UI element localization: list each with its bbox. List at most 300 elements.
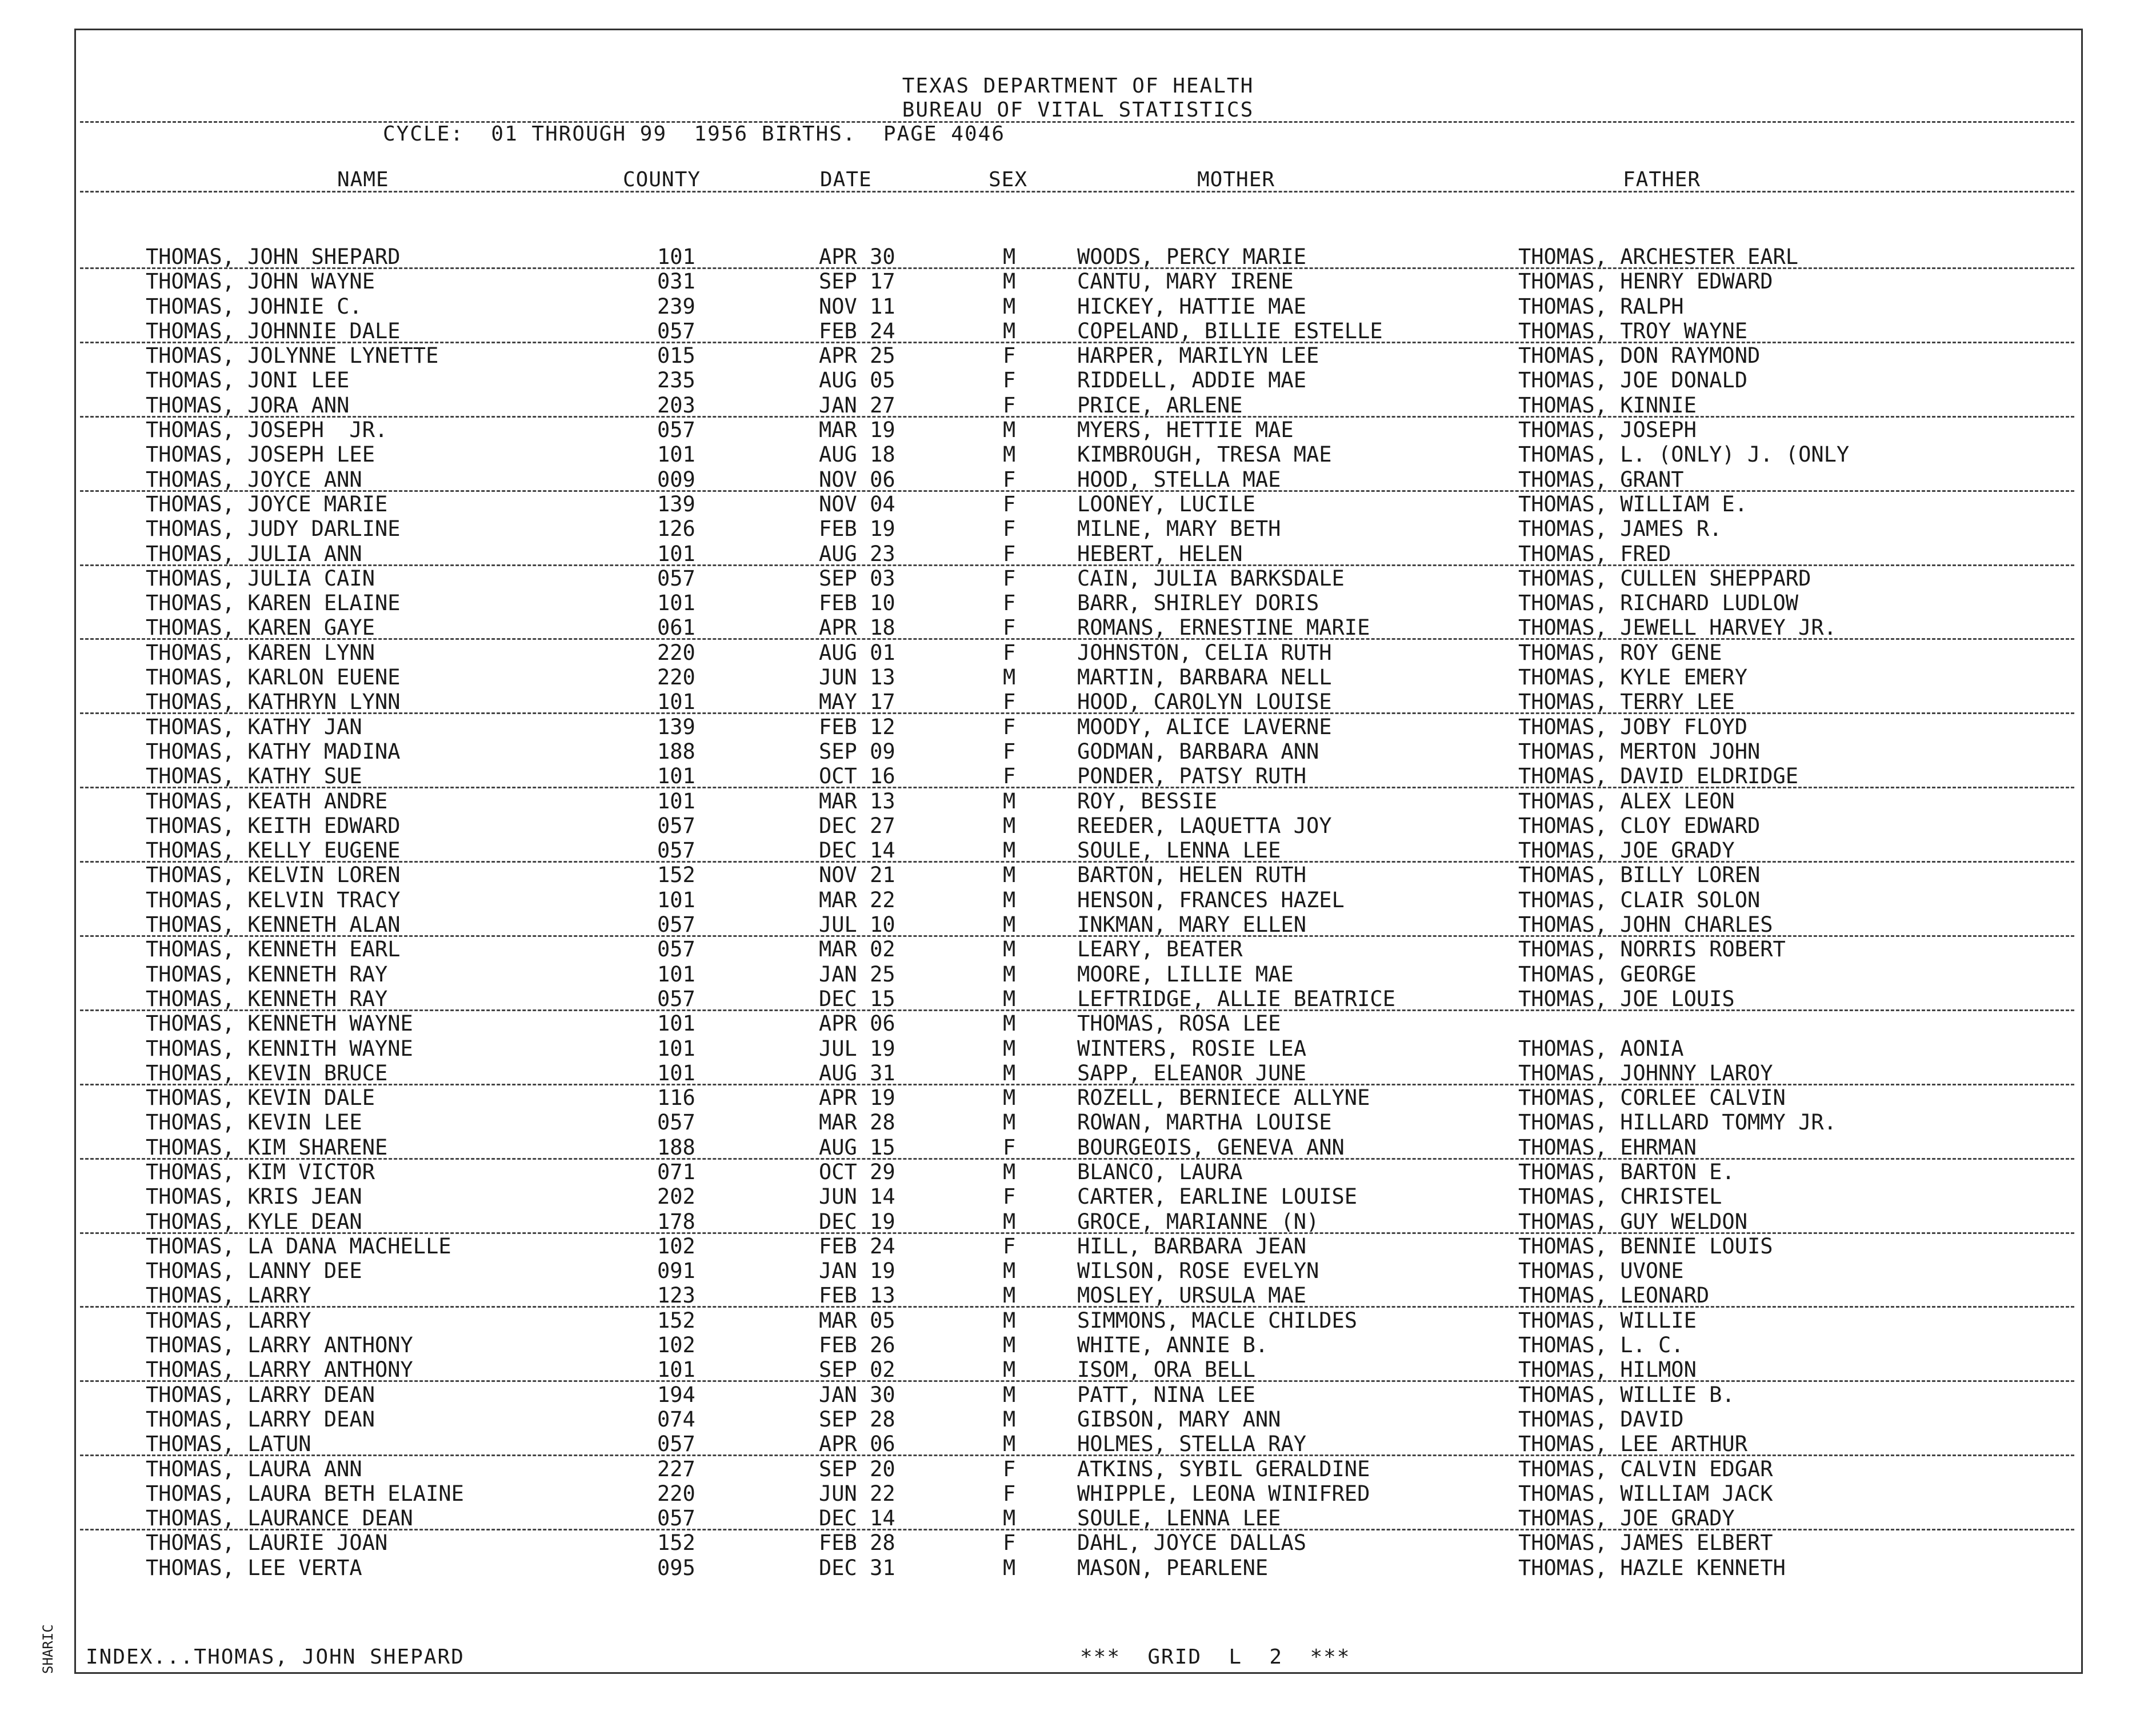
cell-mother: SAPP, ELEANOR JUNE bbox=[1077, 1060, 1306, 1085]
cell-father: THOMAS, JOE GRADY bbox=[1518, 1506, 1735, 1531]
cell-father: THOMAS, JOE GRADY bbox=[1518, 838, 1735, 863]
cell-date: DEC 27 bbox=[819, 813, 895, 838]
cell-date: AUG 23 bbox=[819, 541, 895, 566]
cell-mother: SIMMONS, MACLE CHILDES bbox=[1077, 1308, 1358, 1333]
cell-sex: M bbox=[1003, 1060, 1016, 1085]
cell-sex: F bbox=[1003, 739, 1016, 764]
cell-name: THOMAS, KELVIN TRACY bbox=[146, 887, 401, 912]
table-row bbox=[0, 294, 2156, 319]
cell-county: 194 bbox=[657, 1382, 695, 1407]
cell-sex: M bbox=[1003, 665, 1016, 690]
cell-father: THOMAS, HENRY EDWARD bbox=[1518, 269, 1773, 294]
cell-date: AUG 18 bbox=[819, 442, 895, 467]
cell-mother: MOORE, LILLIE MAE bbox=[1077, 961, 1294, 987]
cell-date: DEC 19 bbox=[819, 1209, 895, 1234]
cell-county: 057 bbox=[657, 1110, 695, 1135]
cell-sex: F bbox=[1003, 1530, 1016, 1556]
cell-name: THOMAS, JOHN WAYNE bbox=[146, 269, 375, 294]
table-row bbox=[0, 1481, 2156, 1506]
cell-county: 015 bbox=[657, 343, 695, 368]
table-row bbox=[0, 1259, 2156, 1283]
cell-mother: ATKINS, SYBIL GERALDINE bbox=[1077, 1456, 1370, 1481]
cell-father: THOMAS, CHRISTEL bbox=[1518, 1184, 1722, 1209]
table-row bbox=[0, 1333, 2156, 1357]
table-row bbox=[0, 937, 2156, 961]
table-row bbox=[0, 814, 2156, 838]
cell-mother: MARTIN, BARBARA NELL bbox=[1077, 665, 1332, 690]
cell-county: 061 bbox=[657, 615, 695, 640]
cell-father: THOMAS, JEWELL HARVEY JR. bbox=[1518, 615, 1837, 640]
cell-name: THOMAS, JORA ANN bbox=[146, 392, 350, 418]
cell-sex: F bbox=[1003, 541, 1016, 566]
cell-county: 101 bbox=[657, 1060, 695, 1085]
cell-mother: HEBERT, HELEN bbox=[1077, 541, 1243, 566]
cell-sex: M bbox=[1003, 1085, 1016, 1111]
cell-county: 101 bbox=[657, 961, 695, 987]
cell-name: THOMAS, LARRY ANTHONY bbox=[146, 1357, 413, 1383]
cell-name: THOMAS, KENNETH WAYNE bbox=[146, 1011, 413, 1036]
cell-date: JAN 27 bbox=[819, 392, 895, 418]
cell-county: 057 bbox=[657, 838, 695, 863]
cell-date: NOV 21 bbox=[819, 863, 895, 888]
cell-father: THOMAS, RALPH bbox=[1518, 294, 1684, 319]
cell-date: SEP 03 bbox=[819, 566, 895, 591]
cycle-line: CYCLE: 01 THROUGH 99 1956 BIRTHS. PAGE 4046 bbox=[383, 122, 1005, 146]
table-row bbox=[0, 1432, 2156, 1456]
cell-sex: F bbox=[1003, 1456, 1016, 1481]
cell-county: 057 bbox=[657, 418, 695, 443]
table-row bbox=[0, 1135, 2156, 1160]
cell-father: THOMAS, HILLARD TOMMY JR. bbox=[1518, 1110, 1837, 1135]
cell-sex: M bbox=[1003, 838, 1016, 863]
cell-date: MAR 19 bbox=[819, 418, 895, 443]
cell-sex: F bbox=[1003, 615, 1016, 640]
cell-father: THOMAS, JOBY FLOYD bbox=[1518, 714, 1747, 739]
cell-mother: MILNE, MARY BETH bbox=[1077, 516, 1281, 542]
table-row bbox=[0, 516, 2156, 541]
cell-father: THOMAS, FRED bbox=[1518, 541, 1671, 566]
cell-father: THOMAS, JAMES R. bbox=[1518, 516, 1722, 542]
cell-date: NOV 11 bbox=[819, 294, 895, 319]
cell-county: 057 bbox=[657, 813, 695, 838]
table-row bbox=[0, 418, 2156, 442]
cell-sex: F bbox=[1003, 1481, 1016, 1506]
cell-sex: M bbox=[1003, 245, 1016, 269]
table-row bbox=[0, 319, 2156, 343]
cell-father: THOMAS, ALEX LEON bbox=[1518, 788, 1735, 814]
cell-county: 057 bbox=[657, 1506, 695, 1531]
cell-sex: M bbox=[1003, 1555, 1016, 1580]
cell-father: THOMAS, LEONARD bbox=[1518, 1283, 1710, 1308]
cell-date: JUL 19 bbox=[819, 1036, 895, 1061]
cell-date: JUN 13 bbox=[819, 665, 895, 690]
cell-sex: F bbox=[1003, 491, 1016, 516]
table-row bbox=[0, 1357, 2156, 1382]
cell-name: THOMAS, KENNETH RAY bbox=[146, 986, 388, 1011]
cell-sex: M bbox=[1003, 1382, 1016, 1407]
cell-sex: M bbox=[1003, 937, 1016, 962]
table-row bbox=[0, 343, 2156, 368]
cell-sex: M bbox=[1003, 1506, 1016, 1531]
table-row bbox=[0, 566, 2156, 591]
cell-father: THOMAS, CLAIR SOLON bbox=[1518, 887, 1761, 912]
cell-name: THOMAS, KELLY EUGENE bbox=[146, 838, 401, 863]
cell-county: 057 bbox=[657, 1432, 695, 1457]
cell-name: THOMAS, KENNETH RAY bbox=[146, 961, 388, 987]
col-header-sex: SEX bbox=[989, 168, 1028, 191]
cell-date: SEP 20 bbox=[819, 1456, 895, 1481]
cell-sex: M bbox=[1003, 1159, 1016, 1184]
cell-mother: WHIPPLE, LEONA WINIFRED bbox=[1077, 1481, 1370, 1506]
cell-county: 101 bbox=[657, 690, 695, 715]
cell-name: THOMAS, KENNITH WAYNE bbox=[146, 1036, 413, 1061]
cell-sex: M bbox=[1003, 1283, 1016, 1308]
col-header-mother: MOTHER bbox=[1197, 168, 1275, 191]
cell-father: THOMAS, WILLIE bbox=[1518, 1308, 1697, 1333]
cell-county: 057 bbox=[657, 937, 695, 962]
cell-mother: WOODS, PERCY MARIE bbox=[1077, 245, 1306, 269]
divider bbox=[80, 121, 2074, 123]
table-row bbox=[0, 789, 2156, 814]
cell-county: 101 bbox=[657, 591, 695, 616]
cell-father: THOMAS, BARTON E. bbox=[1518, 1159, 1735, 1184]
cell-mother: GODMAN, BARBARA ANN bbox=[1077, 739, 1319, 764]
cell-date: SEP 09 bbox=[819, 739, 895, 764]
cell-mother: ROY, BESSIE bbox=[1077, 788, 1218, 814]
cell-name: THOMAS, KEITH EDWARD bbox=[146, 813, 401, 838]
cell-sex: M bbox=[1003, 418, 1016, 443]
cell-name: THOMAS, KIM SHARENE bbox=[146, 1135, 388, 1160]
cell-county: 101 bbox=[657, 788, 695, 814]
cell-sex: F bbox=[1003, 1184, 1016, 1209]
cell-name: THOMAS, LEE VERTA bbox=[146, 1555, 362, 1580]
cell-sex: F bbox=[1003, 516, 1016, 542]
table-row bbox=[0, 690, 2156, 714]
cell-sex: F bbox=[1003, 640, 1016, 665]
cell-date: NOV 06 bbox=[819, 467, 895, 492]
cell-sex: M bbox=[1003, 294, 1016, 319]
cell-county: 102 bbox=[657, 1333, 695, 1358]
cell-mother: MOODY, ALICE LAVERNE bbox=[1077, 714, 1332, 739]
cell-date: OCT 29 bbox=[819, 1159, 895, 1184]
cell-sex: F bbox=[1003, 566, 1016, 591]
table-row bbox=[0, 1457, 2156, 1481]
cell-sex: M bbox=[1003, 269, 1016, 294]
cell-father: THOMAS, EHRMAN bbox=[1518, 1135, 1697, 1160]
cell-father: THOMAS, NORRIS ROBERT bbox=[1518, 937, 1786, 962]
cell-sex: M bbox=[1003, 863, 1016, 888]
cell-sex: M bbox=[1003, 813, 1016, 838]
cell-name: THOMAS, JULIA CAIN bbox=[146, 566, 375, 591]
cell-mother: REEDER, LAQUETTA JOY bbox=[1077, 813, 1332, 838]
cell-sex: M bbox=[1003, 1407, 1016, 1432]
table-row bbox=[0, 739, 2156, 764]
cell-mother: BOURGEOIS, GENEVA ANN bbox=[1077, 1135, 1345, 1160]
cell-mother: KIMBROUGH, TRESA MAE bbox=[1077, 442, 1332, 467]
cell-mother: HICKEY, HATTIE MAE bbox=[1077, 294, 1306, 319]
cell-date: APR 06 bbox=[819, 1432, 895, 1457]
cell-name: THOMAS, LARRY ANTHONY bbox=[146, 1333, 413, 1358]
cell-mother: RIDDELL, ADDIE MAE bbox=[1077, 368, 1306, 393]
cell-mother: MASON, PEARLENE bbox=[1077, 1555, 1269, 1580]
bureau-title: BUREAU OF VITAL STATISTICS bbox=[902, 98, 1254, 122]
cell-county: 101 bbox=[657, 887, 695, 912]
cell-county: 152 bbox=[657, 1530, 695, 1556]
cell-name: THOMAS, KENNETH ALAN bbox=[146, 912, 401, 937]
cell-mother: LEARY, BEATER bbox=[1077, 937, 1243, 962]
cell-mother: INKMAN, MARY ELLEN bbox=[1077, 912, 1306, 937]
department-title: TEXAS DEPARTMENT OF HEALTH bbox=[902, 74, 1254, 98]
cell-name: THOMAS, KRIS JEAN bbox=[146, 1184, 362, 1209]
cell-father: THOMAS, CORLEE CALVIN bbox=[1518, 1085, 1786, 1111]
cell-date: SEP 17 bbox=[819, 269, 895, 294]
table-row bbox=[0, 1036, 2156, 1061]
table-row bbox=[0, 368, 2156, 392]
cell-mother: HOOD, CAROLYN LOUISE bbox=[1077, 690, 1332, 715]
cell-county: 126 bbox=[657, 516, 695, 542]
cell-date: JUL 10 bbox=[819, 912, 895, 937]
col-header-county: COUNTY bbox=[623, 168, 701, 191]
cell-date: FEB 19 bbox=[819, 516, 895, 542]
cell-mother: MOSLEY, URSULA MAE bbox=[1077, 1283, 1306, 1308]
cell-date: APR 30 bbox=[819, 245, 895, 269]
cell-name: THOMAS, KAREN ELAINE bbox=[146, 591, 401, 616]
cell-name: THOMAS, LARRY bbox=[146, 1283, 311, 1308]
cell-date: JUN 14 bbox=[819, 1184, 895, 1209]
cell-sex: M bbox=[1003, 788, 1016, 814]
table-row bbox=[0, 1234, 2156, 1259]
table-row bbox=[0, 987, 2156, 1011]
cell-mother: CANTU, MARY IRENE bbox=[1077, 269, 1294, 294]
cell-sex: M bbox=[1003, 1259, 1016, 1284]
table-row bbox=[0, 1308, 2156, 1333]
table-row bbox=[0, 1530, 2156, 1555]
cell-date: MAR 13 bbox=[819, 788, 895, 814]
cell-mother: SOULE, LENNA LEE bbox=[1077, 1506, 1281, 1531]
cell-mother: ROMANS, ERNESTINE MARIE bbox=[1077, 615, 1370, 640]
cell-name: THOMAS, JOHNNIE DALE bbox=[146, 318, 401, 343]
cell-mother: GROCE, MARIANNE (N) bbox=[1077, 1209, 1319, 1234]
cell-county: 101 bbox=[657, 764, 695, 789]
cell-date: SEP 02 bbox=[819, 1357, 895, 1383]
cell-mother: ISOM, ORA BELL bbox=[1077, 1357, 1255, 1383]
cell-date: JUN 22 bbox=[819, 1481, 895, 1506]
cell-sex: F bbox=[1003, 714, 1016, 739]
col-header-father: FATHER bbox=[1623, 168, 1701, 191]
cell-father: THOMAS, BILLY LOREN bbox=[1518, 863, 1761, 888]
cell-date: AUG 05 bbox=[819, 368, 895, 393]
cell-sex: M bbox=[1003, 1209, 1016, 1234]
cell-date: JAN 25 bbox=[819, 961, 895, 987]
cell-sex: F bbox=[1003, 1233, 1016, 1259]
cell-mother: PONDER, PATSY RUTH bbox=[1077, 764, 1306, 789]
table-row bbox=[0, 863, 2156, 887]
cell-mother: WINTERS, ROSIE LEA bbox=[1077, 1036, 1306, 1061]
cell-father: THOMAS, JOE LOUIS bbox=[1518, 986, 1735, 1011]
cell-mother: BARR, SHIRLEY DORIS bbox=[1077, 591, 1319, 616]
table-row bbox=[0, 467, 2156, 492]
cell-date: APR 06 bbox=[819, 1011, 895, 1036]
cell-sex: F bbox=[1003, 1135, 1016, 1160]
cell-county: 101 bbox=[657, 541, 695, 566]
cell-sex: F bbox=[1003, 343, 1016, 368]
table-row bbox=[0, 1383, 2156, 1407]
cell-father: THOMAS, GRANT bbox=[1518, 467, 1684, 492]
cell-date: MAR 05 bbox=[819, 1308, 895, 1333]
cell-name: THOMAS, JOSEPH JR. bbox=[146, 418, 388, 443]
table-row bbox=[0, 640, 2156, 665]
table-row bbox=[0, 1283, 2156, 1308]
cell-county: 123 bbox=[657, 1283, 695, 1308]
cell-mother: GIBSON, MARY ANN bbox=[1077, 1407, 1281, 1432]
cell-mother: ROZELL, BERNIECE ALLYNE bbox=[1077, 1085, 1370, 1111]
cell-sex: M bbox=[1003, 1036, 1016, 1061]
cell-name: THOMAS, KEVIN LEE bbox=[146, 1110, 362, 1135]
cell-sex: M bbox=[1003, 318, 1016, 343]
cell-name: THOMAS, KATHY SUE bbox=[146, 764, 362, 789]
cell-name: THOMAS, JOSEPH LEE bbox=[146, 442, 375, 467]
cell-mother: LEFTRIDGE, ALLIE BEATRICE bbox=[1077, 986, 1395, 1011]
table-row bbox=[0, 1506, 2156, 1530]
cell-county: 202 bbox=[657, 1184, 695, 1209]
cell-county: 101 bbox=[657, 1011, 695, 1036]
cell-mother: BLANCO, LAURA bbox=[1077, 1159, 1243, 1184]
cell-name: THOMAS, LAURIE JOAN bbox=[146, 1530, 388, 1556]
cell-county: 227 bbox=[657, 1456, 695, 1481]
cell-name: THOMAS, KELVIN LOREN bbox=[146, 863, 401, 888]
cell-father: THOMAS, JOE DONALD bbox=[1518, 368, 1747, 393]
cell-sex: M bbox=[1003, 1308, 1016, 1333]
cell-date: FEB 26 bbox=[819, 1333, 895, 1358]
cell-name: THOMAS, LARRY bbox=[146, 1308, 311, 1333]
cell-date: AUG 01 bbox=[819, 640, 895, 665]
table-row bbox=[0, 542, 2156, 566]
cell-mother: WHITE, ANNIE B. bbox=[1077, 1333, 1269, 1358]
cell-father: THOMAS, ROY GENE bbox=[1518, 640, 1722, 665]
table-row bbox=[0, 269, 2156, 294]
cell-county: 178 bbox=[657, 1209, 695, 1234]
cell-sex: M bbox=[1003, 1011, 1016, 1036]
cell-name: THOMAS, JOYCE ANN bbox=[146, 467, 362, 492]
cell-name: THOMAS, KAREN GAYE bbox=[146, 615, 375, 640]
table-row bbox=[0, 665, 2156, 690]
cell-name: THOMAS, LA DANA MACHELLE bbox=[146, 1233, 451, 1259]
cell-mother: PATT, NINA LEE bbox=[1077, 1382, 1255, 1407]
cell-date: MAR 28 bbox=[819, 1110, 895, 1135]
cell-date: AUG 15 bbox=[819, 1135, 895, 1160]
cell-county: 152 bbox=[657, 1308, 695, 1333]
cell-date: FEB 12 bbox=[819, 714, 895, 739]
grid-label: *** GRID L 2 *** bbox=[1080, 1645, 1351, 1669]
cell-name: THOMAS, KEVIN BRUCE bbox=[146, 1060, 388, 1085]
cell-sex: M bbox=[1003, 1357, 1016, 1383]
cell-mother: PRICE, ARLENE bbox=[1077, 392, 1243, 418]
cell-mother: SOULE, LENNA LEE bbox=[1077, 838, 1281, 863]
cell-date: AUG 31 bbox=[819, 1060, 895, 1085]
cell-date: APR 25 bbox=[819, 343, 895, 368]
cell-date: APR 19 bbox=[819, 1085, 895, 1111]
cell-name: THOMAS, LAURA BETH ELAINE bbox=[146, 1481, 464, 1506]
cell-sex: F bbox=[1003, 591, 1016, 616]
cell-date: APR 18 bbox=[819, 615, 895, 640]
cell-father: THOMAS, KINNIE bbox=[1518, 392, 1697, 418]
cell-name: THOMAS, KAREN LYNN bbox=[146, 640, 375, 665]
cell-name: THOMAS, LARRY DEAN bbox=[146, 1382, 375, 1407]
cell-father: THOMAS, WILLIAM E. bbox=[1518, 491, 1747, 516]
col-header-name: NAME bbox=[337, 168, 389, 191]
cell-father: THOMAS, JAMES ELBERT bbox=[1518, 1530, 1773, 1556]
cell-mother: LOONEY, LUCILE bbox=[1077, 491, 1255, 516]
cell-father: THOMAS, WILLIAM JACK bbox=[1518, 1481, 1773, 1506]
cell-name: THOMAS, JOHN SHEPARD bbox=[146, 245, 401, 269]
cell-father: THOMAS, CLOY EDWARD bbox=[1518, 813, 1761, 838]
cell-father: THOMAS, WILLIE B. bbox=[1518, 1382, 1735, 1407]
cell-father: THOMAS, TROY WAYNE bbox=[1518, 318, 1747, 343]
table-row bbox=[0, 962, 2156, 987]
cell-mother: COPELAND, BILLIE ESTELLE bbox=[1077, 318, 1383, 343]
cell-date: FEB 13 bbox=[819, 1283, 895, 1308]
cell-county: 203 bbox=[657, 392, 695, 418]
cell-name: THOMAS, JOLYNNE LYNETTE bbox=[146, 343, 439, 368]
cell-sex: F bbox=[1003, 467, 1016, 492]
table-row bbox=[0, 393, 2156, 418]
cell-name: THOMAS, JOHNIE C. bbox=[146, 294, 362, 319]
cell-date: JAN 19 bbox=[819, 1259, 895, 1284]
cell-sex: M bbox=[1003, 986, 1016, 1011]
cell-sex: M bbox=[1003, 1333, 1016, 1358]
cell-date: JAN 30 bbox=[819, 1382, 895, 1407]
cell-name: THOMAS, LAURANCE DEAN bbox=[146, 1506, 413, 1531]
table-row bbox=[0, 615, 2156, 640]
cell-father: THOMAS, LEE ARTHUR bbox=[1518, 1432, 1747, 1457]
cell-father: THOMAS, L. C. bbox=[1518, 1333, 1684, 1358]
cell-county: 152 bbox=[657, 863, 695, 888]
cell-date: FEB 24 bbox=[819, 318, 895, 343]
cell-name: THOMAS, LAURA ANN bbox=[146, 1456, 362, 1481]
cell-county: 057 bbox=[657, 318, 695, 343]
cell-father: THOMAS, DON RAYMOND bbox=[1518, 343, 1761, 368]
cell-mother: MYERS, HETTIE MAE bbox=[1077, 418, 1294, 443]
cell-father: THOMAS, HAZLE KENNETH bbox=[1518, 1555, 1786, 1580]
cell-name: THOMAS, LANNY DEE bbox=[146, 1259, 362, 1284]
cell-county: 091 bbox=[657, 1259, 695, 1284]
cell-date: MAR 02 bbox=[819, 937, 895, 962]
cell-county: 057 bbox=[657, 566, 695, 591]
table-row bbox=[0, 1061, 2156, 1085]
table-row bbox=[0, 1209, 2156, 1234]
cell-date: MAY 17 bbox=[819, 690, 895, 715]
cell-name: THOMAS, KARLON EUENE bbox=[146, 665, 401, 690]
cell-father: THOMAS, MERTON JOHN bbox=[1518, 739, 1761, 764]
cell-father: THOMAS, JOSEPH bbox=[1518, 418, 1697, 443]
cell-sex: M bbox=[1003, 1432, 1016, 1457]
cell-father: THOMAS, AONIA bbox=[1518, 1036, 1684, 1061]
cell-mother: HILL, BARBARA JEAN bbox=[1077, 1233, 1306, 1259]
cell-name: THOMAS, KEATH ANDRE bbox=[146, 788, 388, 814]
table-row bbox=[0, 1011, 2156, 1036]
cell-county: 220 bbox=[657, 665, 695, 690]
cell-mother: BARTON, HELEN RUTH bbox=[1077, 863, 1306, 888]
cell-mother: CAIN, JULIA BARKSDALE bbox=[1077, 566, 1345, 591]
cell-name: THOMAS, KENNETH EARL bbox=[146, 937, 401, 962]
cell-county: 188 bbox=[657, 1135, 695, 1160]
cell-county: 139 bbox=[657, 491, 695, 516]
cell-sex: M bbox=[1003, 442, 1016, 467]
cell-mother: JOHNSTON, CELIA RUTH bbox=[1077, 640, 1332, 665]
cell-mother: CARTER, EARLINE LOUISE bbox=[1077, 1184, 1358, 1209]
cell-name: THOMAS, KYLE DEAN bbox=[146, 1209, 362, 1234]
cell-sex: M bbox=[1003, 961, 1016, 987]
